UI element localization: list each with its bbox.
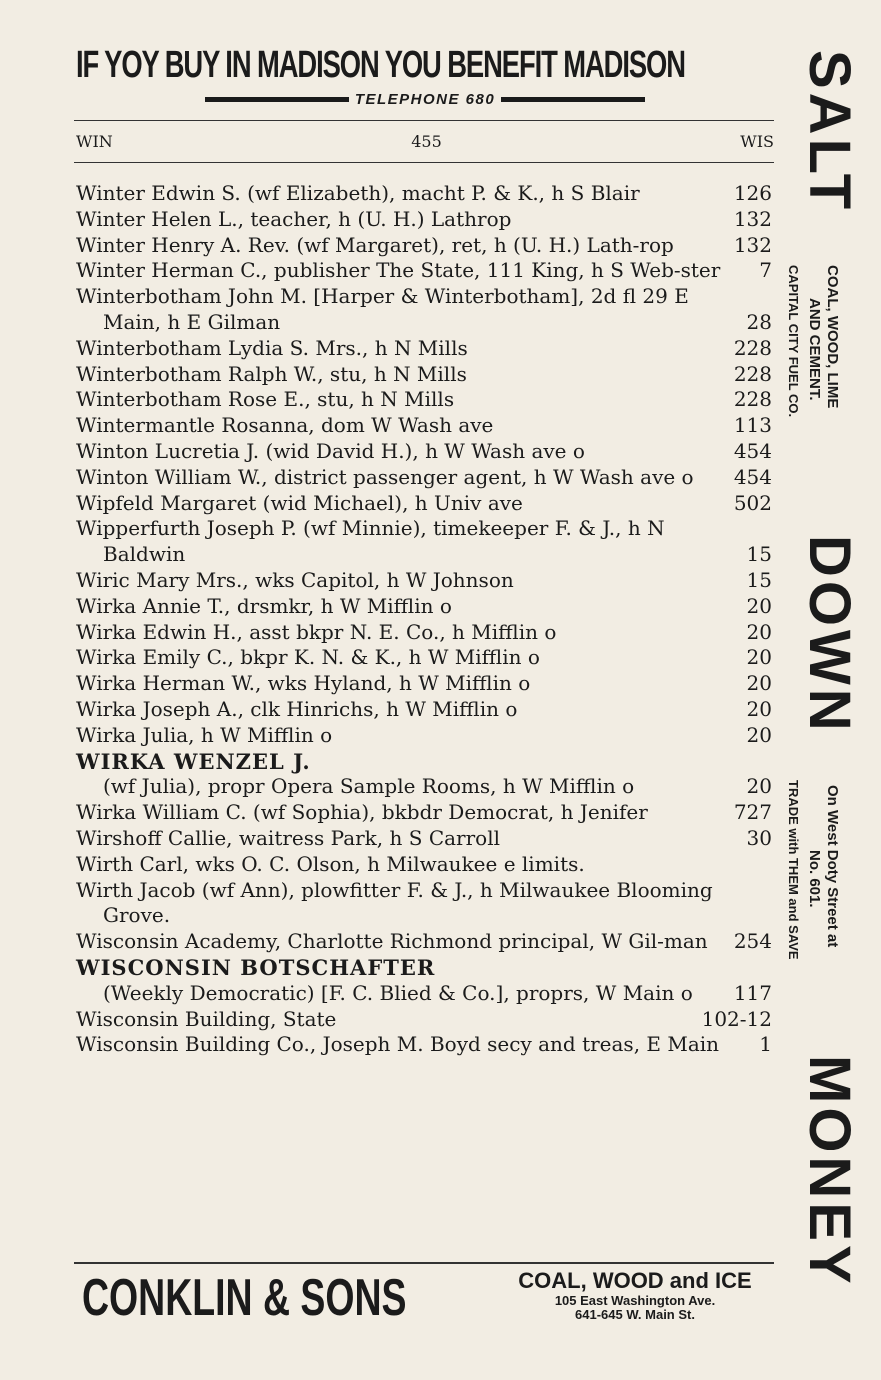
entries-list (76, 181, 774, 1058)
entry (76, 981, 774, 1007)
entry (76, 233, 774, 259)
entry (76, 774, 774, 800)
entry-text: Winter Helen L., teacher, h (U. H.) Lathrop (76, 206, 512, 231)
entry-text: Winter Henry A. Rev. (wf Margaret), ret, h (U. H.) Lath-rop (76, 232, 674, 257)
entry (76, 826, 774, 852)
side-capital-city: CAPITAL CITY FUEL CO. (786, 265, 801, 418)
entry-number: 132 (733, 206, 772, 231)
footer-address-1: 105 East Washington Ave. (554, 1293, 716, 1308)
entry-number: 117 (733, 980, 772, 1005)
entry-text: Winton Lucretia J. (wid David H.), h W Wash ave o (76, 438, 585, 463)
side-money: MONEY (797, 1055, 862, 1288)
entry-number: 454 (733, 438, 772, 463)
rule-left (205, 97, 349, 102)
entry-number: 20 (746, 645, 772, 670)
entry-number: 132 (733, 232, 772, 257)
entry-heading-text: WIRKA WENZEL J. (76, 748, 311, 774)
entry-text: Wiric Mary Mrs., wks Capitol, h W Johnson (76, 567, 514, 592)
entry-text: Winterbotham John M. [Harper & Winterbotham], 2d fl 29 E Main, h E Gilman (76, 284, 689, 334)
entry-number: 20 (746, 696, 772, 721)
entry-text: Wirka Joseph A., clk Hinrichs, h W Mifflin o (76, 696, 518, 721)
running-head-left: WIN (76, 132, 113, 151)
entry-number: 15 (746, 567, 772, 592)
entry-number: 228 (733, 335, 772, 360)
entry-text: Wirshoff Callie, waitress Park, h S Carroll (76, 825, 500, 850)
top-rule (74, 120, 774, 121)
entry-number: 1 (759, 1032, 772, 1057)
footer-rule (74, 1262, 774, 1264)
entry-number: 727 (733, 800, 772, 825)
entry-text: Wirka Edwin H., asst bkpr N. E. Co., h Mifflin o (76, 619, 557, 644)
entry (76, 362, 774, 388)
entry-text: Wirka Julia, h W Mifflin o (76, 722, 333, 747)
side-coal-line1: COAL, WOOD, LIME (824, 265, 841, 409)
entry (76, 387, 774, 413)
side-west-doty: On West Doty Street at (824, 785, 841, 948)
entry-text: Wisconsin Academy, Charlotte Richmond principal, W Gil-man (76, 929, 708, 954)
rule-right (501, 97, 645, 102)
entry (76, 284, 774, 336)
entry-text: (Weekly Democratic) [F. C. Blied & Co.], proprs, W Main o (103, 980, 693, 1005)
entry-number: 20 (746, 671, 772, 696)
entry-number: 254 (733, 929, 772, 954)
entry (76, 439, 774, 465)
wenzel-heading (76, 749, 774, 775)
side-advert (784, 50, 876, 1350)
entry-number: 7 (759, 258, 772, 283)
telephone-label: TELEPHONE 680 (354, 90, 496, 108)
entry-text: Wipperfurth Joseph P. (wf Minnie), timekeeper F. & J., h N Baldwin (76, 516, 665, 567)
entry-text: (wf Julia), propr Opera Sample Rooms, h W Mifflin o (103, 774, 635, 799)
entry-text: Wirka Annie T., drsmkr, h W Mifflin o (76, 593, 452, 618)
entry (76, 723, 774, 749)
entry-text: Wirth Carl, wks O. C. Olson, h Milwaukee e limits. (76, 851, 585, 876)
footer-advert (494, 1268, 776, 1322)
page-number: 455 (411, 132, 442, 151)
entry (76, 852, 774, 878)
botschafter-heading (76, 955, 774, 981)
entry-number: 20 (746, 593, 772, 618)
entry-text: Winterbotham Lydia S. Mrs., h N Mills (76, 335, 468, 360)
entry (76, 207, 774, 233)
entry-heading-text: WISCONSIN BOTSCHAFTER (76, 954, 436, 980)
entry (76, 181, 774, 207)
footer-address-2: 641-645 W. Main St. (575, 1307, 695, 1322)
running-head-right: WIS (740, 132, 774, 151)
entry-text: Wintermantle Rosanna, dom W Wash ave (76, 413, 494, 438)
side-salt: SALT (797, 50, 862, 214)
entry (76, 645, 774, 671)
entry (76, 1032, 774, 1058)
entry (76, 1007, 774, 1033)
entry-text: Winter Edwin S. (wf Elizabeth), macht P. & K., h S Blair (76, 181, 640, 205)
entry-number: 102-12 (701, 1006, 772, 1031)
entry-text: Winton William W., district passenger agent, h W Wash ave o (76, 464, 694, 489)
entry-number: 20 (746, 619, 772, 644)
head-rule (74, 162, 774, 163)
entry (76, 516, 774, 568)
entry (76, 258, 774, 284)
entry (76, 929, 774, 955)
entry-number: 228 (733, 387, 772, 412)
entry (76, 465, 774, 491)
entry-text: Wirka Emily C., bkpr K. N. & K., h W Mifflin o (76, 645, 540, 670)
entry-number: 15 (746, 542, 772, 567)
entry (76, 413, 774, 439)
entry-number: 20 (746, 774, 772, 799)
entry-number: 28 (746, 309, 772, 334)
entry (76, 568, 774, 594)
footer-title: COAL, WOOD and ICE (518, 1268, 752, 1293)
running-head (76, 132, 774, 152)
entry-text: Wipfeld Margaret (wid Michael), h Univ ave (76, 490, 523, 515)
entry (76, 491, 774, 517)
entry-number: 30 (746, 825, 772, 850)
header-banner: IF YOY BUY IN MADISON YOU BENEFIT MADISON (76, 44, 685, 86)
entry-text: Wirth Jacob (wf Ann), plowfitter F. & J., h Milwaukee Blooming Grove. (76, 877, 713, 928)
entry-text: Wisconsin Building Co., Joseph M. Boyd secy and treas, E Main (76, 1032, 720, 1057)
side-trade: TRADE with THEM and SAVE (786, 780, 801, 960)
entry (76, 671, 774, 697)
entry (76, 800, 774, 826)
entry-number: 126 (733, 181, 772, 205)
entry (76, 594, 774, 620)
entry (76, 620, 774, 646)
side-down: DOWN (797, 535, 862, 735)
entry-number: 454 (733, 464, 772, 489)
entry-text: Wisconsin Building, State (76, 1006, 337, 1031)
entry (76, 878, 774, 930)
telephone-line (205, 90, 645, 108)
entry (76, 336, 774, 362)
entry-number: 228 (733, 361, 772, 386)
entry (76, 697, 774, 723)
entry-number: 502 (733, 490, 772, 515)
entry-text: Winterbotham Ralph W., stu, h N Mills (76, 361, 467, 386)
entry-text: Wirka Herman W., wks Hyland, h W Mifflin o (76, 671, 531, 696)
footer-advertiser-name: CONKLIN & SONS (82, 1269, 407, 1327)
entry-number: 113 (733, 413, 772, 438)
entry-text: Wirka William C. (wf Sophia), bkbdr Democrat, h Jenifer (76, 800, 648, 825)
side-no601: No. 601. (806, 850, 823, 908)
entry-text: Winterbotham Rose E., stu, h N Mills (76, 387, 455, 412)
entry-text: Winter Herman C., publisher The State, 111 King, h S Web-ster (76, 258, 721, 283)
side-coal-line2: AND CEMENT. (806, 298, 823, 401)
entry-number: 20 (746, 722, 772, 747)
